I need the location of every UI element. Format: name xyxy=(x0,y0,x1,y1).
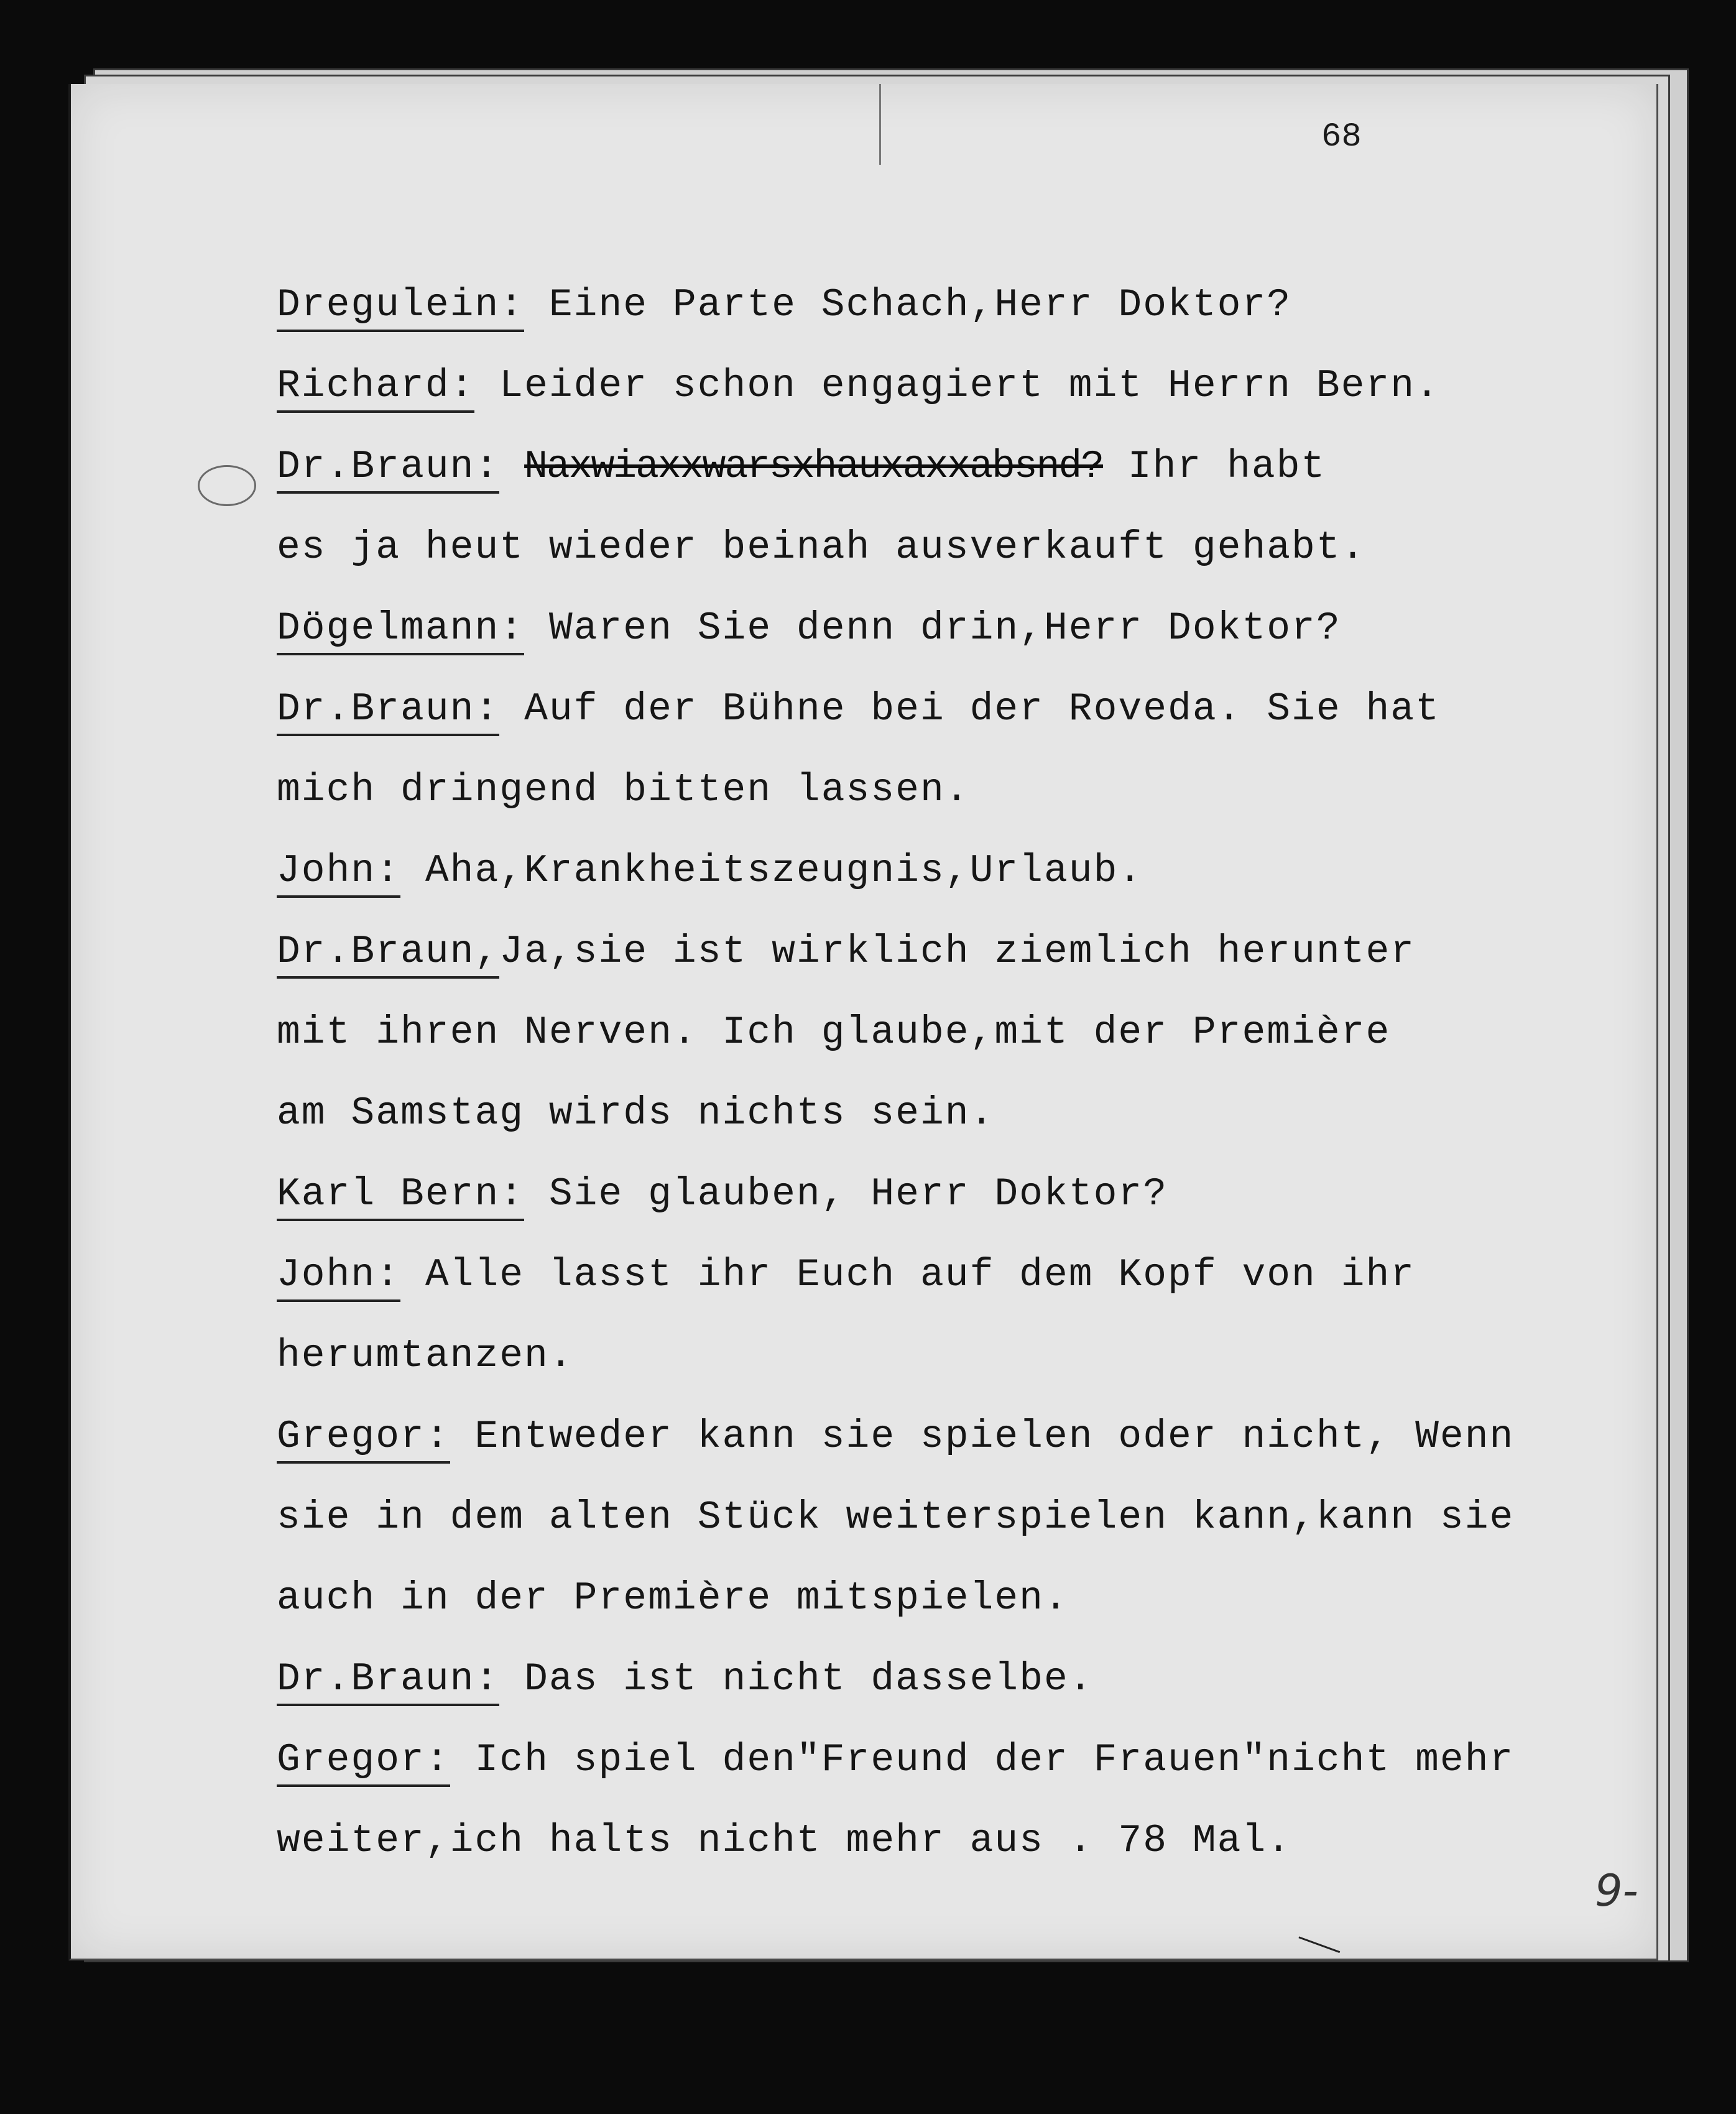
paper-tear xyxy=(879,84,890,165)
speaker-name: Dregulein: xyxy=(277,283,524,332)
dialogue-text: Ihr habt xyxy=(1103,445,1326,489)
script-line xyxy=(277,364,1595,413)
speaker-name: Karl Bern: xyxy=(277,1172,524,1221)
script-line xyxy=(277,283,1595,332)
speaker-name: Gregor: xyxy=(277,1415,450,1464)
script-line xyxy=(277,687,1595,736)
dialogue-text: herumtanzen. xyxy=(277,1334,574,1378)
script-line xyxy=(277,1738,1595,1787)
margin-note: 9- xyxy=(1595,1865,1638,1916)
dialogue-text: Eine Parte Schach,Herr Doktor? xyxy=(524,283,1292,327)
speaker-name: Dögelmann: xyxy=(277,606,524,655)
dialogue-text: sie in dem alten Stück weiterspielen kann,kann sie xyxy=(277,1495,1515,1539)
dialogue-text: weiter,ich halts nicht mehr aus . 78 Mal. xyxy=(277,1819,1292,1863)
script-line xyxy=(277,849,1595,898)
script-line xyxy=(277,1415,1595,1464)
dialogue-text: Ja,sie ist wirklich ziemlich herunter xyxy=(499,930,1416,974)
script-line xyxy=(277,1576,1595,1620)
script-line xyxy=(277,1010,1595,1055)
dialogue-text: Das ist nicht dasselbe. xyxy=(499,1657,1094,1701)
script-line xyxy=(277,1334,1595,1378)
speaker-name: Richard: xyxy=(277,364,474,413)
script-line xyxy=(277,1172,1595,1221)
dialogue-text: auch in der Première mitspielen. xyxy=(277,1576,1069,1620)
script-line xyxy=(277,606,1595,655)
script-line xyxy=(277,445,1595,494)
dialogue-text: es ja heut wieder beinah ausverkauft gehabt. xyxy=(277,525,1366,570)
dialogue-text: Auf der Bühne bei der Roveda. Sie hat xyxy=(499,687,1440,731)
script-line xyxy=(277,930,1595,979)
dialogue-text: Sie glauben, Herr Doktor? xyxy=(524,1172,1168,1216)
struck-out-text: Naxwiaxxwarsxhauxaxxabsnd? xyxy=(524,445,1104,489)
script-line xyxy=(277,1091,1595,1135)
script-line xyxy=(277,1253,1595,1302)
speaker-name: Dr.Braun: xyxy=(277,687,499,736)
page-number: 68 xyxy=(1321,118,1362,156)
script-line xyxy=(277,768,1595,812)
dialogue-text: Leider schon engagiert mit Herrn Bern. xyxy=(474,364,1440,408)
punch-hole-mark xyxy=(198,465,256,506)
dialogue-text: am Samstag wirds nichts sein. xyxy=(277,1091,995,1135)
speaker-name: John: xyxy=(277,1253,400,1302)
speaker-name: Dr.Braun, xyxy=(277,930,499,979)
speaker-name: Dr.Braun: xyxy=(277,1657,499,1706)
script-line xyxy=(277,1495,1595,1539)
dialogue-text: Alle lasst ihr Euch auf dem Kopf von ihr xyxy=(400,1253,1416,1297)
speaker-name: Gregor: xyxy=(277,1738,450,1787)
dialogue-text: Waren Sie denn drin,Herr Doktor? xyxy=(524,606,1341,650)
dialogue-text: mich dringend bitten lassen. xyxy=(277,768,970,812)
script-line xyxy=(277,525,1595,570)
speaker-name: John: xyxy=(277,849,400,898)
speaker-name: Dr.Braun: xyxy=(277,445,499,494)
dialogue-text: Entweder kann sie spielen oder nicht, Wenn xyxy=(450,1415,1515,1459)
dialogue-text: Ich spiel den"Freund der Frauen"nicht mehr xyxy=(450,1738,1515,1782)
dialogue-text: mit ihren Nerven. Ich glaube,mit der Première xyxy=(277,1010,1391,1055)
script-line xyxy=(277,1657,1595,1706)
dialogue-text: Aha,Krankheitszeugnis,Urlaub. xyxy=(400,849,1143,893)
script-line xyxy=(277,1819,1595,1863)
